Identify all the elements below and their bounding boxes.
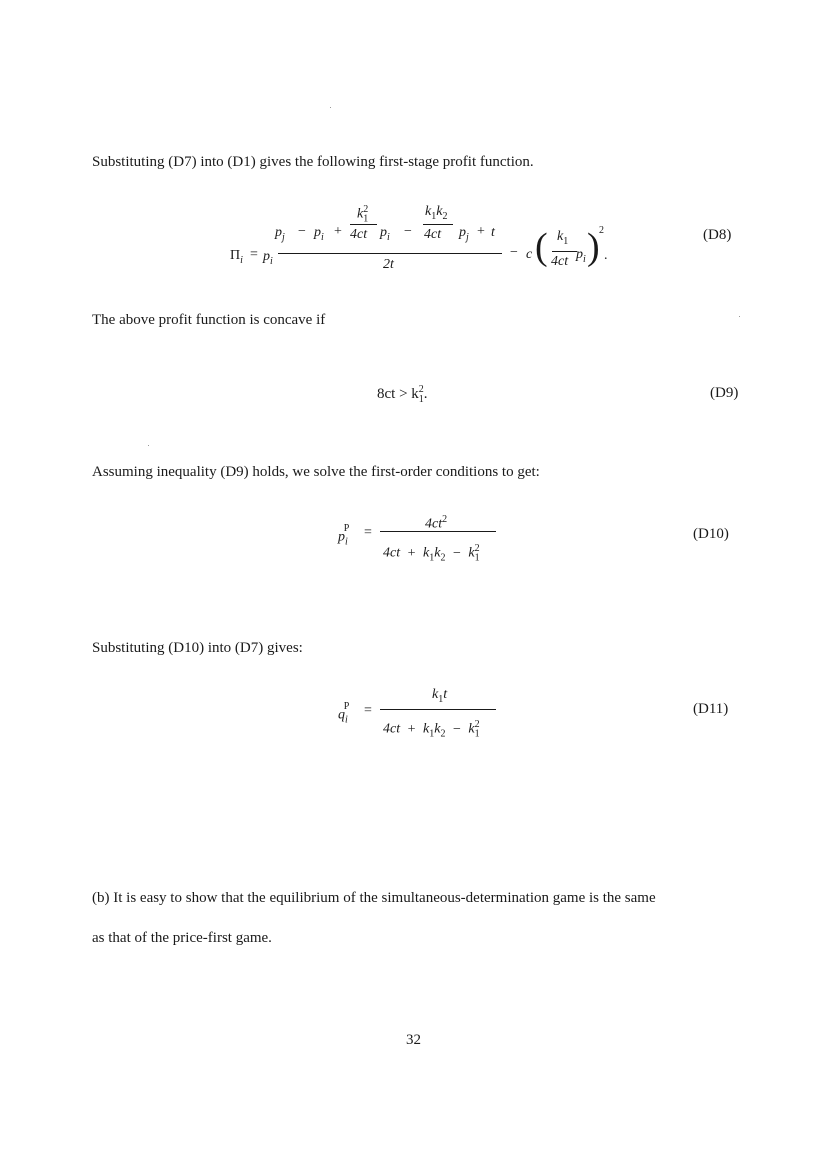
d8-p-i-factor: $p_i$ <box>263 249 273 267</box>
d8-num-pj: $p_j$ <box>275 225 285 243</box>
d8-num-t: t <box>491 225 495 240</box>
d8-left-paren: ( <box>535 226 548 268</box>
d11-numerator: $k_1t$ <box>432 687 448 705</box>
d8-inner-fraction-bar-1 <box>350 224 377 225</box>
d8-paren-denominator: 4ct <box>551 254 569 269</box>
d9-inequality: $8ct > k_1^2$. <box>377 384 428 405</box>
d11-equals: = <box>364 703 372 718</box>
equation-label-d11: (D11) <box>693 701 729 717</box>
d8-inner-denominator-1: 4ct <box>350 227 368 242</box>
d10-lhs: $p_i^P$ <box>338 523 350 548</box>
d8-c: c <box>526 247 533 262</box>
d10-denominator: $4ct + k_1k_2 - k_1^2$ <box>383 543 480 564</box>
d8-num-plus-2: + <box>477 224 485 239</box>
d8-main-fraction-bar <box>278 253 502 254</box>
paragraph-intro-d8: Substituting (D7) into (D1) gives the following first-stage profit function. <box>92 154 534 170</box>
d8-inner-denominator-2: 4ct <box>424 227 442 242</box>
d8-paren-fraction-bar <box>552 251 577 252</box>
page-number: 32 <box>406 1032 421 1048</box>
d8-denominator: 2t <box>383 257 394 272</box>
d8-k1-squared: $k_1^2$ <box>357 204 369 225</box>
d8-minus-c: − <box>510 245 518 260</box>
paragraph-foc: Assuming inequality (D9) holds, we solve the first-order conditions to get: <box>92 464 540 480</box>
d8-num-plus: + <box>334 224 342 239</box>
d8-k1-inner: $k_1$ <box>557 229 569 247</box>
d8-num-pi: $p_i$ <box>314 225 324 243</box>
d10-numerator: $4ct^2$ <box>425 514 448 532</box>
d11-lhs: $q_i^P$ <box>338 701 350 726</box>
d8-equals: = <box>250 247 258 262</box>
d8-right-paren: ) <box>587 226 600 268</box>
equation-label-d9: (D9) <box>710 385 739 401</box>
paragraph-d10-into-d7: Substituting (D10) into (D7) gives: <box>92 640 303 656</box>
d8-k1k2: $k_1k_2$ <box>425 204 448 222</box>
d8-inner-fraction-bar-2 <box>423 224 453 225</box>
d8-period: . <box>604 248 608 263</box>
scan-speck <box>739 316 740 317</box>
scan-speck <box>330 107 331 108</box>
d8-num-minus: − <box>298 224 306 239</box>
equation-label-d8: (D8) <box>703 227 732 243</box>
d8-paren-pi: $p_i$ <box>576 247 586 265</box>
d8-num-minus-2: − <box>404 224 412 239</box>
d10-fraction-bar <box>380 531 496 532</box>
d11-fraction-bar <box>380 709 496 710</box>
d8-pi: $\Pi_i$ <box>230 248 243 266</box>
d10-equals: = <box>364 525 372 540</box>
equation-label-d10: (D10) <box>693 526 729 542</box>
paragraph-concavity: The above profit function is concave if <box>92 312 326 328</box>
scan-speck <box>148 445 149 446</box>
paragraph-b-line-1: (b) It is easy to show that the equilibrium of the simultaneous-determination game is the same <box>92 890 656 906</box>
d11-denominator: $4ct + k_1k_2 - k_1^2$ <box>383 719 480 740</box>
paragraph-b-line-2: as that of the price-first game. <box>92 930 272 946</box>
d8-num-pj-2: $p_j$ <box>459 225 469 243</box>
d8-square: 2 <box>599 225 604 236</box>
d8-num-pi-2: $p_i$ <box>380 225 390 243</box>
